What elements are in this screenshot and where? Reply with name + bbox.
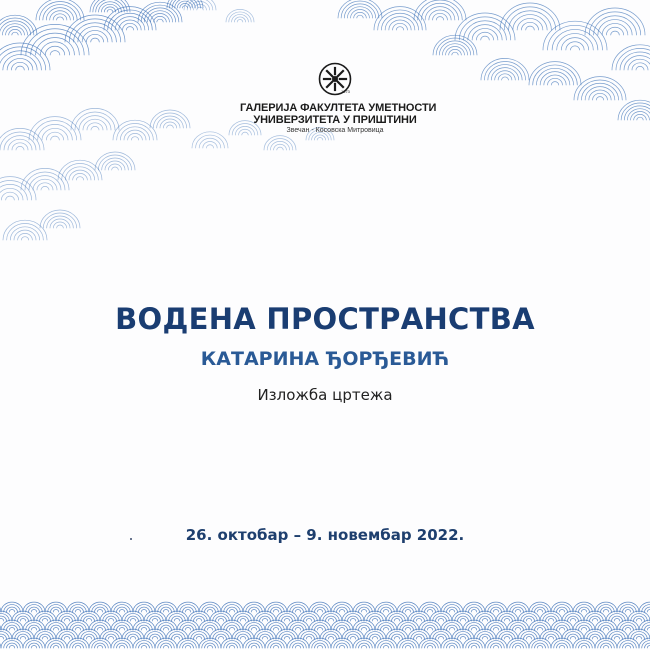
faculty-emblem-icon — [318, 62, 352, 96]
gallery-logo-block — [240, 62, 437, 136]
exhibition-dates: 26. октобар – 9. новембар 2022. — [185, 526, 465, 544]
logo-year: 1973 — [341, 89, 350, 94]
artist-name: КАТАРИНА ЂОРЂЕВИЋ — [200, 348, 450, 370]
exhibition-title: ВОДЕНА ПРОСТРАНСТВА — [115, 302, 535, 336]
gallery-name-line1: ГАЛЕРИЈА ФАКУЛТЕТА УМЕТНОСТИ — [240, 102, 437, 114]
gallery-name-line2: УНИВЕРЗИТЕТА У ПРИШТИНИ — [253, 114, 417, 126]
gallery-location: Звечан - Косовска Митровица — [286, 127, 384, 134]
exhibition-subtitle: Изложба цртежа — [257, 386, 393, 404]
